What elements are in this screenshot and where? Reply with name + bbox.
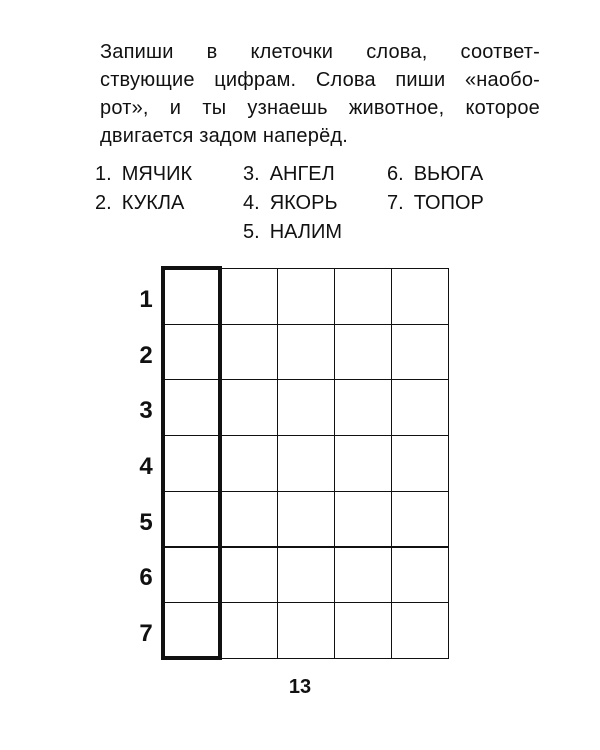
letter-cell[interactable] <box>391 547 449 604</box>
word-number: 2. <box>95 192 112 214</box>
word-text: ТОПОР <box>413 192 484 214</box>
letter-cell[interactable] <box>334 379 392 436</box>
word-item <box>243 189 342 218</box>
answer-cell[interactable] <box>163 435 221 492</box>
letter-cell[interactable] <box>277 491 335 548</box>
row-number: 2 <box>139 341 153 369</box>
word-item <box>387 160 484 189</box>
letter-cell[interactable] <box>391 324 449 381</box>
row-number: 6 <box>139 564 153 592</box>
instructions-line-1: Запиши в клеточки слова, соответ- <box>100 41 540 63</box>
instructions-text <box>100 38 540 150</box>
letter-cell[interactable] <box>391 602 449 659</box>
letter-cell[interactable] <box>220 379 278 436</box>
instructions-line-4: двигается задом наперёд. <box>100 125 349 147</box>
instructions-line-2: ствующие цифрам. Слова пиши «наобо- <box>100 69 540 91</box>
letter-cell[interactable] <box>277 602 335 659</box>
letter-cell[interactable] <box>277 435 335 492</box>
row-number: 4 <box>139 452 153 480</box>
word-list-column-3 <box>387 160 484 218</box>
letter-cell[interactable] <box>334 491 392 548</box>
letter-cell[interactable] <box>277 324 335 381</box>
letter-cell[interactable] <box>277 379 335 436</box>
letter-cell[interactable] <box>391 268 449 325</box>
answer-cell[interactable] <box>163 268 221 325</box>
row-number: 7 <box>139 620 153 648</box>
letter-cell[interactable] <box>220 268 278 325</box>
letter-cell[interactable] <box>334 268 392 325</box>
answer-cell[interactable] <box>163 547 221 604</box>
word-number: 7. <box>387 192 404 214</box>
word-list-column-2 <box>243 160 342 247</box>
word-item <box>95 160 192 189</box>
word-number: 6. <box>387 163 404 185</box>
word-number: 1. <box>95 163 112 185</box>
answer-cell[interactable] <box>163 602 221 659</box>
letter-cell[interactable] <box>391 379 449 436</box>
answer-cell[interactable] <box>163 324 221 381</box>
word-text: АНГЕЛ <box>269 163 335 185</box>
letter-cell[interactable] <box>334 435 392 492</box>
letter-cell[interactable] <box>334 324 392 381</box>
letter-cell[interactable] <box>277 268 335 325</box>
letter-cell[interactable] <box>391 435 449 492</box>
row-number: 1 <box>139 285 153 313</box>
letter-cell[interactable] <box>220 547 278 604</box>
letter-cell[interactable] <box>334 547 392 604</box>
row-number: 5 <box>139 508 153 536</box>
letter-cell[interactable] <box>220 435 278 492</box>
instructions-line-3: рот», и ты узнаешь животное, которое <box>100 97 540 119</box>
puzzle-grid <box>163 268 448 658</box>
word-text: МЯЧИК <box>121 163 193 185</box>
word-text: КУКЛА <box>121 192 185 214</box>
word-item <box>95 189 192 218</box>
letter-cell[interactable] <box>334 602 392 659</box>
word-text: ВЬЮГА <box>413 163 484 185</box>
letter-cell[interactable] <box>220 324 278 381</box>
word-text: НАЛИМ <box>269 221 343 243</box>
letter-cell[interactable] <box>220 602 278 659</box>
word-list-column-1 <box>95 160 192 218</box>
word-text: ЯКОРЬ <box>269 192 338 214</box>
letter-cell[interactable] <box>220 491 278 548</box>
word-item <box>387 189 484 218</box>
word-number: 5. <box>243 221 260 243</box>
word-item <box>243 218 342 247</box>
page-number: 13 <box>288 676 312 698</box>
answer-cell[interactable] <box>163 491 221 548</box>
letter-cell[interactable] <box>391 491 449 548</box>
word-item <box>243 160 342 189</box>
word-number: 4. <box>243 192 260 214</box>
letter-cell[interactable] <box>277 547 335 604</box>
row-number: 3 <box>139 397 153 425</box>
word-number: 3. <box>243 163 260 185</box>
answer-cell[interactable] <box>163 379 221 436</box>
